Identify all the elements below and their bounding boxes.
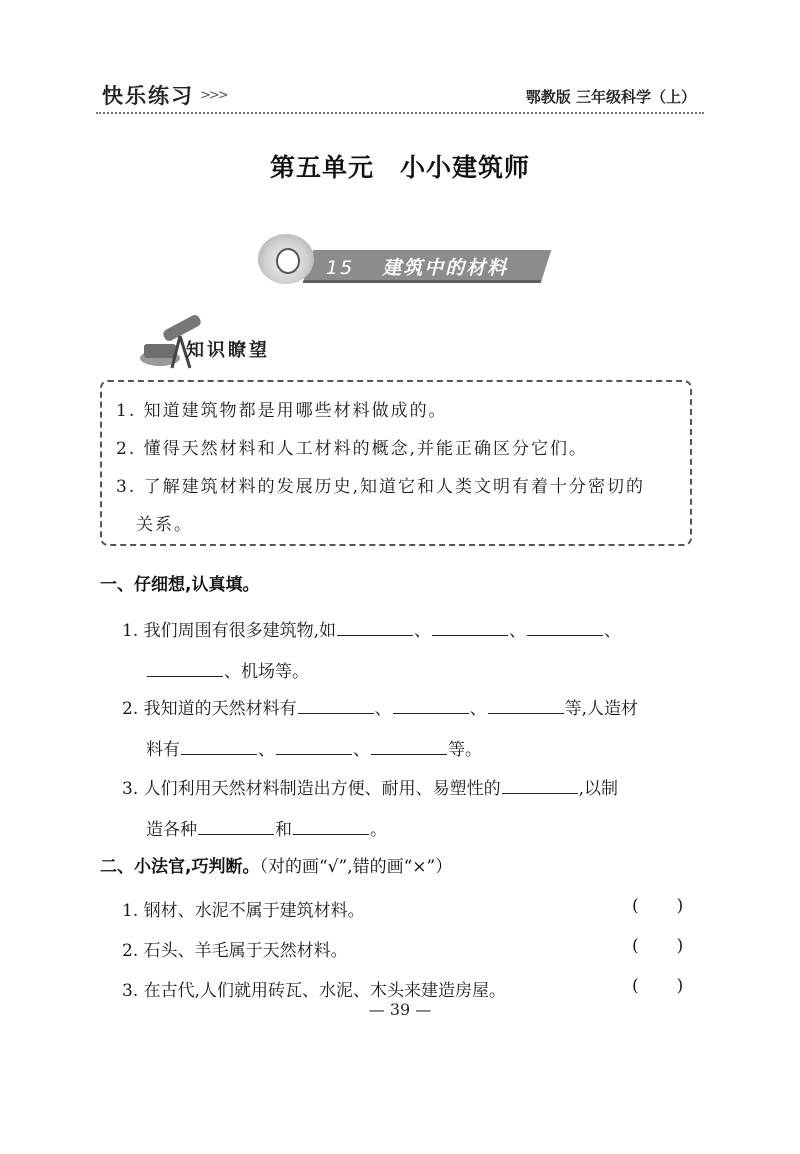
lesson-number: 15 [326,257,355,279]
lesson-title [326,253,508,280]
answer-blank[interactable] [393,697,469,714]
lesson-name: 建筑中的材料 [382,257,509,279]
judge-question: 2. 石头、羊毛属于天然材料。 [122,941,348,961]
unit-title [0,148,800,184]
goal-item: 3. 了解建筑材料的发展历史,知道它和人类文明有着十分密切的 [116,477,646,497]
brand-title: 快乐练习 [102,84,194,108]
fill-question-1-continued: 、机场等。 [146,657,309,682]
unit-name: 小小建筑师 [400,153,531,182]
goal-item: 2. 懂得天然材料和人工材料的概念,并能正确区分它们。 [116,439,589,459]
answer-blank[interactable] [147,660,223,677]
brand-arrows: >>> [200,88,227,103]
mascot-icon [258,234,314,284]
answer-blank[interactable] [488,697,564,714]
answer-blank[interactable] [298,697,374,714]
goal-item: 1. 知道建筑物都是用哪些材料做成的。 [116,401,448,421]
fill-question-2: 2. 我知道的天然材料有 、 、 等,人造材 [122,699,639,719]
answer-blank[interactable] [198,818,274,835]
answer-parentheses[interactable]: ( ) [632,976,684,996]
knowledge-header [100,306,400,376]
section-1-title: 一、仔细想,认真填。 [100,575,260,595]
answer-blank[interactable] [527,619,603,636]
fill-question-1: 1. 我们周围有很多建筑物,如 、 、 、 [122,621,622,641]
answer-blank[interactable] [293,818,369,835]
page-number: — 39 — [368,1000,432,1019]
answer-blank[interactable] [181,738,257,755]
answer-blank[interactable] [371,738,447,755]
section-2-instruction: （对的画“√”,错的画“×”） [259,857,453,877]
answer-blank[interactable] [502,777,578,794]
page-header [96,72,704,114]
fill-question-3: 3. 人们利用天然材料制造出方便、耐用、易塑性的 ,以制 [122,779,619,799]
learning-goals-box [100,380,692,546]
answer-parentheses[interactable]: ( ) [632,896,684,916]
fill-question-2-continued: 料有 、 、 等。 [146,740,482,760]
answer-parentheses[interactable]: ( ) [632,936,684,956]
lesson-banner [258,232,558,288]
answer-blank[interactable] [337,619,413,636]
answer-blank[interactable] [276,738,352,755]
goal-item-continued: 关系。 [136,515,193,535]
fill-question-3-continued: 造各种 和 。 [146,820,387,840]
unit-number: 第五单元 [269,153,374,182]
section-2-title: 二、小法官,巧判断。（对的画“√”,错的画“×”） [100,857,453,877]
knowledge-label: 知识瞭望 [186,340,270,361]
book-info: 鄂教版 三年级科学（上） [525,88,696,106]
answer-blank[interactable] [432,619,508,636]
judge-question: 3. 在古代,人们就用砖瓦、水泥、木头来建造房屋。 [122,981,507,1001]
judge-question: 1. 钢材、水泥不属于建筑材料。 [122,901,365,921]
